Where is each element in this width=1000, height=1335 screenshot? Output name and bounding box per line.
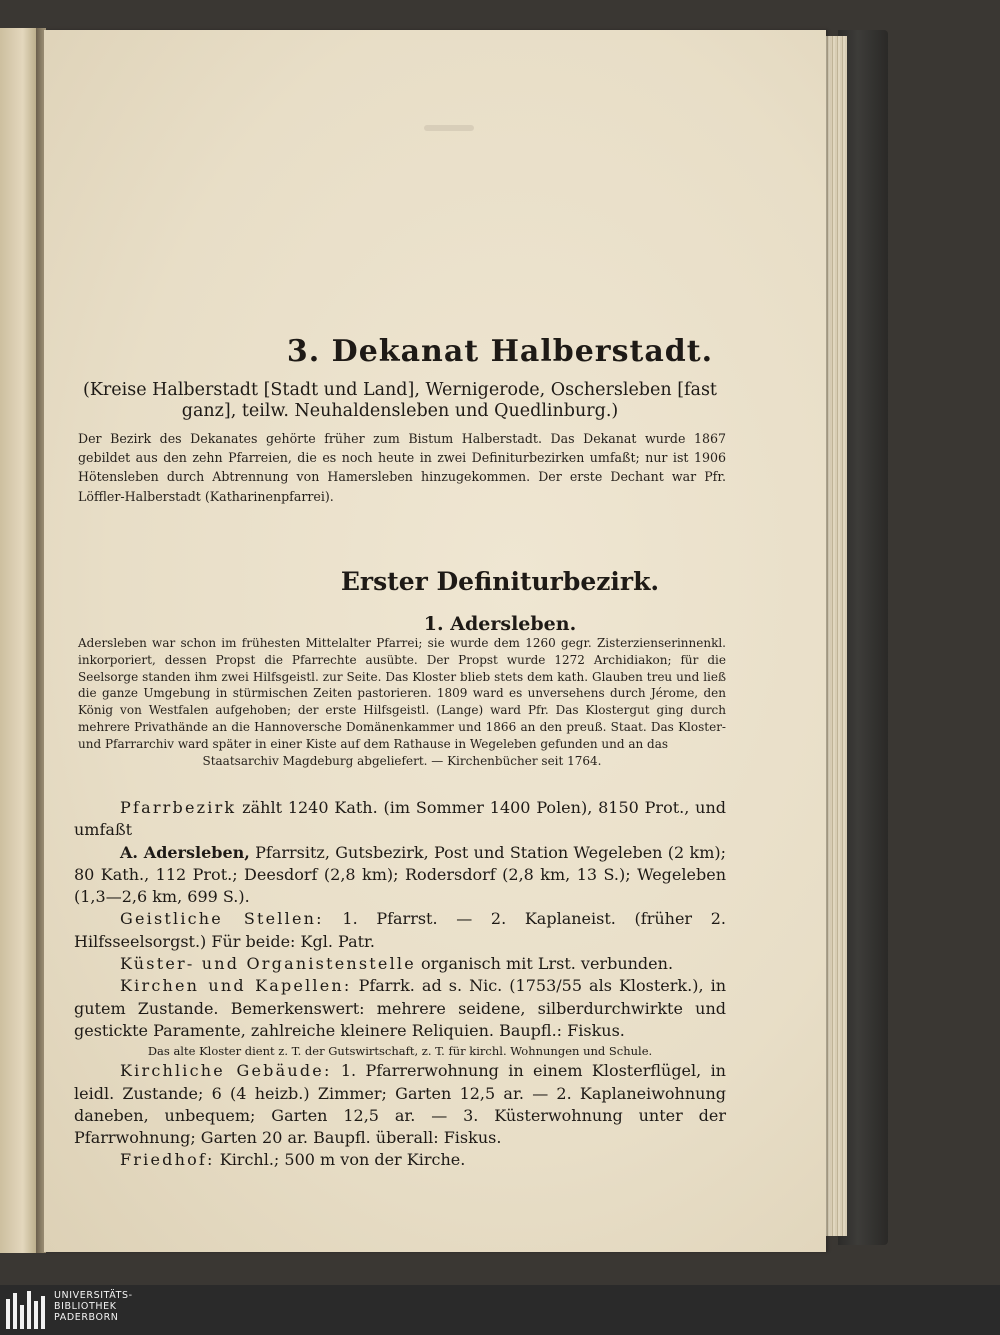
buildings-entry bbox=[74, 1060, 726, 1149]
place-label: A. Adersleben, bbox=[120, 842, 250, 862]
clergy-label: Geistliche Stellen: bbox=[120, 909, 324, 929]
churches-note: Das alte Kloster dient z. T. der Gutswirtschaft, z. T. für kirchl. Wohnungen und Schule. bbox=[147, 1044, 653, 1059]
deanery-subtitle: (Kreise Halberstadt [Stadt und Land], Wernigerode, Oschersleben [fast ganz], teilw. Neuhaldensleben und Quedlinburg.) bbox=[83, 380, 717, 421]
cemetery-label: Friedhof: bbox=[120, 1150, 215, 1170]
deanery-intro-paragraph: Der Bezirk des Dekanates gehörte früher zum Bistum Halberstadt. Das Dekanat wurde 1867 gebildet aus den zehn Pfarreien, die es noch heute in zwei Definiturbezirken umfaßt; nur ist 1906 Hötensleben durch Abtrennung von Hamersleben hinzugekommen. Der erste Dechant war Pfr. Löffler-Halberstadt (Katharinenpfarrei). bbox=[78, 431, 726, 504]
sexton-entry bbox=[74, 953, 726, 975]
clergy-entry bbox=[74, 908, 726, 953]
parish-title: 1. Adersleben. bbox=[423, 613, 577, 635]
library-logo-text bbox=[54, 1290, 133, 1323]
library-logo-line-3: PADERBORN bbox=[54, 1312, 119, 1323]
deanery-title: 3. Dekanat Halberstadt. bbox=[286, 334, 714, 369]
district-label: Pfarrbezirk bbox=[120, 798, 237, 817]
library-logo bbox=[0, 1285, 1000, 1335]
clergy-text: 1. Pfarrst. — 2. Kaplaneist. (früher 2. Hilfsseelsorgst.) Für beide: Kgl. Patr. bbox=[74, 909, 727, 951]
cemetery-text: Kirchl.; 500 m von der Kirche. bbox=[219, 1150, 466, 1170]
bleed-through-mark bbox=[424, 125, 474, 131]
place-text: Pfarrsitz, Gutsbezirk, Post und Station Wegeleben (2 km); 80 Kath., 112 Prot.; Deesdorf (2,8 km); Rodersdorf (2,8 km, 13 S.); Wegeleben (1,3—2,6 km, 699 S.). bbox=[74, 842, 726, 907]
library-logo-icon bbox=[6, 1291, 50, 1329]
left-page-edge bbox=[0, 28, 38, 1253]
churches-label: Kirchen und Kapellen: bbox=[120, 976, 352, 996]
place-entry bbox=[74, 842, 726, 909]
sexton-label: Küster- und Organistenstelle bbox=[120, 954, 416, 974]
district-entry bbox=[74, 797, 726, 842]
district-text: zählt 1240 Kath. (im Sommer 1400 Polen), 8150 Prot., und umfaßt bbox=[74, 798, 726, 840]
library-logo-line-1: UNIVERSITÄTS- bbox=[54, 1290, 133, 1301]
parish-history-last-line: Staatsarchiv Magdeburg abgeliefert. — Kirchenbücher seit 1764. bbox=[202, 753, 602, 768]
district-title: Erster Definiturbezirk. bbox=[340, 567, 660, 596]
buildings-label: Kirchliche Gebäude: bbox=[120, 1061, 332, 1081]
buildings-text: 1. Pfarrerwohnung in einem Klosterflügel, in leidl. Zustande; 6 (4 heizb.) Zimmer; Garten 12,5 ar. — 2. Kaplaneiwohnung daneben, unbequem; Garten 12,5 ar. — 3. Küsterwohnung unter der Pfarrwohnung; Garten 20 ar. Baupfl. überall: Fiskus. bbox=[74, 1061, 726, 1148]
cemetery-entry bbox=[74, 1149, 726, 1171]
parish-history-paragraph bbox=[78, 635, 726, 769]
library-logo-line-2: BIBLIOTHEK bbox=[54, 1301, 117, 1312]
parish-history-text: Adersleben war schon im frühesten Mittelalter Pfarrei; sie wurde dem 1260 gegr. Zisterzienserinnenkl. inkorporiert, dessen Propst die Pfarrechte ausübte. Der Propst wurde 1272 Archidiakon; für die Seelsorge standen ihm zwei Hilfsgeistl. zur Seite. Das Kloster blieb stets dem kath. Glauben treu und ließ die ganze Umgebung in stürmischen Zeiten pastorieren. 1809 ward es unversehens durch Jérome, den König von Westfalen aufgehoben; der erste Hilfsgeistl. (Lange) ward Pfr. Das Klostergut ging durch mehrere Privathände an die Hannoversche Domänenkammer und 1866 an den preuß. Staat. Das Kloster- und Pfarrarchiv ward später in einer Kiste auf dem Rathause in Wegeleben gefunden und an das bbox=[78, 636, 726, 751]
churches-text: Pfarrk. ad s. Nic. (1753/55 als Klosterk.), in gutem Zustande. Bemerkenswert: mehrere seidene, silberdurchwirkte und gestickte Paramente, zahlreiche kleinere Reliquien. Baupfl.: Fiskus. bbox=[74, 976, 726, 1040]
sexton-text: organisch mit Lrst. verbunden. bbox=[420, 954, 674, 974]
parish-details bbox=[74, 797, 726, 1172]
churches-entry bbox=[74, 975, 726, 1042]
